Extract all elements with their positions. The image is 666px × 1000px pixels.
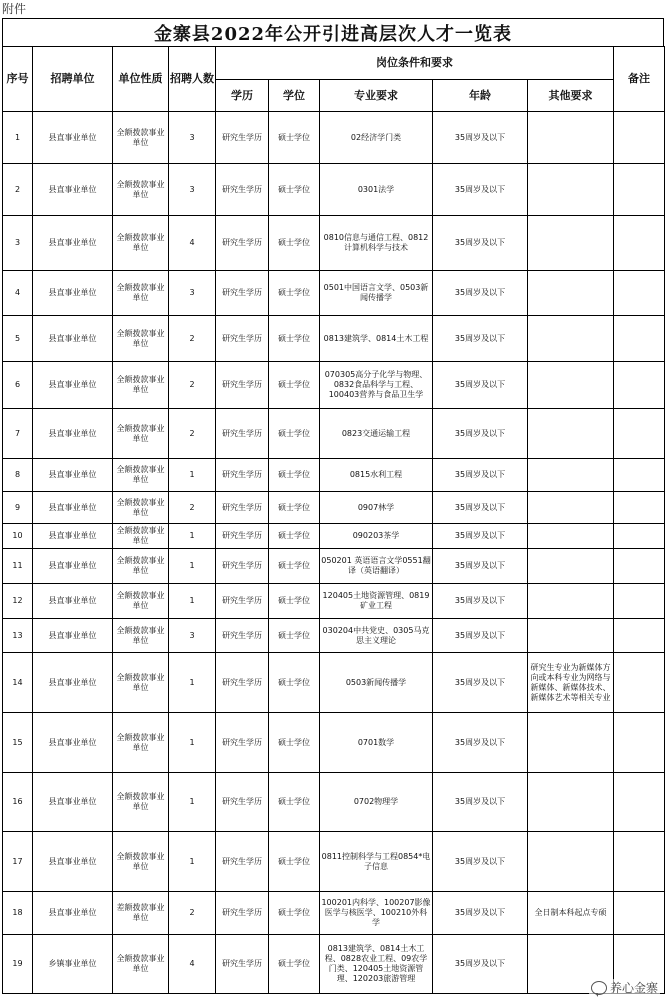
cell-other bbox=[528, 549, 614, 584]
cell-unit: 县直事业单位 bbox=[33, 316, 113, 362]
cell-other bbox=[528, 619, 614, 653]
table-row bbox=[3, 524, 665, 549]
cell-nature: 全额拨款事业单位 bbox=[113, 935, 169, 994]
cell-seq: 7 bbox=[3, 409, 33, 459]
cell-unit: 县直事业单位 bbox=[33, 164, 113, 216]
cell-unit: 县直事业单位 bbox=[33, 271, 113, 316]
cell-major: 0701数学 bbox=[320, 713, 433, 773]
table-row bbox=[3, 164, 665, 216]
cell-degree: 硕士学位 bbox=[269, 832, 320, 892]
cell-remark bbox=[614, 112, 665, 164]
cell-unit: 县直事业单位 bbox=[33, 409, 113, 459]
cell-age: 35周岁及以下 bbox=[433, 935, 528, 994]
table-row bbox=[3, 892, 665, 935]
page-title: 金寨县2022年公开引进高层次人才一览表 bbox=[153, 24, 513, 45]
cell-major: 02经济学门类 bbox=[320, 112, 433, 164]
cell-nature: 全额拨款事业单位 bbox=[113, 713, 169, 773]
cell-unit: 县直事业单位 bbox=[33, 584, 113, 619]
cell-remark bbox=[614, 362, 665, 409]
cell-education: 研究生学历 bbox=[216, 892, 269, 935]
talent-table bbox=[2, 46, 665, 994]
cell-age: 35周岁及以下 bbox=[433, 459, 528, 492]
cell-major: 0907林学 bbox=[320, 492, 433, 524]
cell-count: 2 bbox=[169, 316, 216, 362]
cell-remark bbox=[614, 409, 665, 459]
table-row bbox=[3, 935, 665, 994]
cell-remark bbox=[614, 271, 665, 316]
watermark bbox=[589, 979, 660, 996]
table-row bbox=[3, 409, 665, 459]
cell-other bbox=[528, 112, 614, 164]
cell-count: 2 bbox=[169, 409, 216, 459]
cell-seq: 4 bbox=[3, 271, 33, 316]
cell-seq: 18 bbox=[3, 892, 33, 935]
cell-count: 3 bbox=[169, 619, 216, 653]
cell-count: 1 bbox=[169, 549, 216, 584]
cell-age: 35周岁及以下 bbox=[433, 584, 528, 619]
cell-unit: 县直事业单位 bbox=[33, 773, 113, 832]
cell-age: 35周岁及以下 bbox=[433, 164, 528, 216]
cell-other bbox=[528, 524, 614, 549]
cell-age: 35周岁及以下 bbox=[433, 832, 528, 892]
cell-age: 35周岁及以下 bbox=[433, 492, 528, 524]
cell-seq: 2 bbox=[3, 164, 33, 216]
cell-seq: 1 bbox=[3, 112, 33, 164]
cell-remark bbox=[614, 164, 665, 216]
table-row bbox=[3, 112, 665, 164]
cell-education: 研究生学历 bbox=[216, 619, 269, 653]
cell-unit: 县直事业单位 bbox=[33, 892, 113, 935]
cell-nature: 全额拨款事业单位 bbox=[113, 619, 169, 653]
cell-count: 1 bbox=[169, 773, 216, 832]
table-row bbox=[3, 653, 665, 713]
cell-seq: 16 bbox=[3, 773, 33, 832]
cell-remark bbox=[614, 459, 665, 492]
cell-education: 研究生学历 bbox=[216, 112, 269, 164]
cell-degree: 硕士学位 bbox=[269, 459, 320, 492]
cell-count: 3 bbox=[169, 271, 216, 316]
cell-unit: 县直事业单位 bbox=[33, 713, 113, 773]
cell-nature: 全额拨款事业单位 bbox=[113, 316, 169, 362]
cell-education: 研究生学历 bbox=[216, 271, 269, 316]
cell-age: 35周岁及以下 bbox=[433, 216, 528, 271]
cell-unit: 县直事业单位 bbox=[33, 832, 113, 892]
cell-degree: 硕士学位 bbox=[269, 713, 320, 773]
cell-major: 0813建筑学、0814土木工程、0828农业工程、09农学门类、120405土地资源管理、120203旅游管理 bbox=[320, 935, 433, 994]
cell-major: 0810信息与通信工程、0812计算机科学与技术 bbox=[320, 216, 433, 271]
header-age: 年龄 bbox=[433, 80, 528, 112]
cell-nature: 全额拨款事业单位 bbox=[113, 216, 169, 271]
cell-unit: 县直事业单位 bbox=[33, 112, 113, 164]
cell-education: 研究生学历 bbox=[216, 584, 269, 619]
cell-degree: 硕士学位 bbox=[269, 619, 320, 653]
cell-major: 0823交通运输工程 bbox=[320, 409, 433, 459]
table-row bbox=[3, 584, 665, 619]
cell-education: 研究生学历 bbox=[216, 409, 269, 459]
cell-count: 3 bbox=[169, 164, 216, 216]
cell-major: 0811控制科学与工程0854*电子信息 bbox=[320, 832, 433, 892]
cell-other bbox=[528, 216, 614, 271]
cell-age: 35周岁及以下 bbox=[433, 653, 528, 713]
cell-nature: 全额拨款事业单位 bbox=[113, 492, 169, 524]
cell-degree: 硕士学位 bbox=[269, 524, 320, 549]
cell-nature: 全额拨款事业单位 bbox=[113, 164, 169, 216]
cell-degree: 硕士学位 bbox=[269, 112, 320, 164]
cell-seq: 10 bbox=[3, 524, 33, 549]
cell-other bbox=[528, 164, 614, 216]
cell-unit: 县直事业单位 bbox=[33, 549, 113, 584]
cell-nature: 全额拨款事业单位 bbox=[113, 112, 169, 164]
cell-major: 0301法学 bbox=[320, 164, 433, 216]
cell-major: 030204中共党史、0305马克思主义理论 bbox=[320, 619, 433, 653]
cell-seq: 12 bbox=[3, 584, 33, 619]
cell-education: 研究生学历 bbox=[216, 653, 269, 713]
cell-unit: 县直事业单位 bbox=[33, 492, 113, 524]
cell-count: 3 bbox=[169, 112, 216, 164]
cell-count: 2 bbox=[169, 362, 216, 409]
watermark-text: 养心金寨 bbox=[609, 981, 658, 995]
cell-other bbox=[528, 832, 614, 892]
cell-seq: 6 bbox=[3, 362, 33, 409]
table-row bbox=[3, 316, 665, 362]
header-other: 其他要求 bbox=[528, 80, 614, 112]
cell-other bbox=[528, 584, 614, 619]
cell-count: 1 bbox=[169, 584, 216, 619]
table-row bbox=[3, 459, 665, 492]
cell-seq: 5 bbox=[3, 316, 33, 362]
cell-degree: 硕士学位 bbox=[269, 773, 320, 832]
cell-count: 2 bbox=[169, 492, 216, 524]
cell-nature: 全额拨款事业单位 bbox=[113, 584, 169, 619]
cell-seq: 17 bbox=[3, 832, 33, 892]
attachment-label: 附件 bbox=[2, 0, 664, 19]
cell-nature: 全额拨款事业单位 bbox=[113, 653, 169, 713]
cell-nature: 全额拨款事业单位 bbox=[113, 362, 169, 409]
cell-education: 研究生学历 bbox=[216, 832, 269, 892]
cell-seq: 15 bbox=[3, 713, 33, 773]
cell-nature: 全额拨款事业单位 bbox=[113, 549, 169, 584]
cell-nature: 全额拨款事业单位 bbox=[113, 271, 169, 316]
cell-seq: 14 bbox=[3, 653, 33, 713]
cell-other bbox=[528, 459, 614, 492]
cell-age: 35周岁及以下 bbox=[433, 409, 528, 459]
cell-remark bbox=[614, 216, 665, 271]
cell-major: 0813建筑学、0814土木工程 bbox=[320, 316, 433, 362]
cell-degree: 硕士学位 bbox=[269, 362, 320, 409]
cell-degree: 硕士学位 bbox=[269, 316, 320, 362]
header-remark: 备注 bbox=[614, 47, 665, 112]
cell-education: 研究生学历 bbox=[216, 549, 269, 584]
cell-major: 0702物理学 bbox=[320, 773, 433, 832]
cell-remark bbox=[614, 549, 665, 584]
cell-unit: 县直事业单位 bbox=[33, 216, 113, 271]
cell-other bbox=[528, 409, 614, 459]
header-count: 招聘人数 bbox=[169, 47, 216, 112]
cell-degree: 硕士学位 bbox=[269, 653, 320, 713]
cell-major: 0501中国语言文学、0503新闻传播学 bbox=[320, 271, 433, 316]
header-unit: 招聘单位 bbox=[33, 47, 113, 112]
cell-age: 35周岁及以下 bbox=[433, 316, 528, 362]
cell-unit: 县直事业单位 bbox=[33, 619, 113, 653]
table-row bbox=[3, 362, 665, 409]
cell-seq: 11 bbox=[3, 549, 33, 584]
table-row bbox=[3, 271, 665, 316]
cell-remark bbox=[614, 584, 665, 619]
header-degree: 学位 bbox=[269, 80, 320, 112]
cell-nature: 全额拨款事业单位 bbox=[113, 459, 169, 492]
cell-education: 研究生学历 bbox=[216, 713, 269, 773]
cell-age: 35周岁及以下 bbox=[433, 713, 528, 773]
cell-age: 35周岁及以下 bbox=[433, 773, 528, 832]
cell-degree: 硕士学位 bbox=[269, 892, 320, 935]
cell-degree: 硕士学位 bbox=[269, 216, 320, 271]
cell-count: 1 bbox=[169, 713, 216, 773]
cell-age: 35周岁及以下 bbox=[433, 524, 528, 549]
cell-major: 050201 英语语言文学0551翻译（英语翻译） bbox=[320, 549, 433, 584]
cell-degree: 硕士学位 bbox=[269, 492, 320, 524]
cell-count: 2 bbox=[169, 892, 216, 935]
cell-count: 4 bbox=[169, 216, 216, 271]
header-education: 学历 bbox=[216, 80, 269, 112]
cell-count: 4 bbox=[169, 935, 216, 994]
table-row bbox=[3, 216, 665, 271]
cell-count: 1 bbox=[169, 524, 216, 549]
cell-unit: 乡镇事业单位 bbox=[33, 935, 113, 994]
cell-count: 1 bbox=[169, 459, 216, 492]
cell-unit: 县直事业单位 bbox=[33, 524, 113, 549]
cell-seq: 19 bbox=[3, 935, 33, 994]
cell-education: 研究生学历 bbox=[216, 216, 269, 271]
cell-seq: 3 bbox=[3, 216, 33, 271]
cell-degree: 硕士学位 bbox=[269, 409, 320, 459]
cell-education: 研究生学历 bbox=[216, 316, 269, 362]
cell-unit: 县直事业单位 bbox=[33, 459, 113, 492]
cell-degree: 硕士学位 bbox=[269, 271, 320, 316]
cell-remark bbox=[614, 892, 665, 935]
cell-remark bbox=[614, 316, 665, 362]
cell-nature: 全额拨款事业单位 bbox=[113, 409, 169, 459]
cell-education: 研究生学历 bbox=[216, 459, 269, 492]
cell-other bbox=[528, 316, 614, 362]
cell-remark bbox=[614, 653, 665, 713]
cell-degree: 硕士学位 bbox=[269, 584, 320, 619]
header-seq: 序号 bbox=[3, 47, 33, 112]
cell-education: 研究生学历 bbox=[216, 935, 269, 994]
cell-other bbox=[528, 492, 614, 524]
cell-other bbox=[528, 362, 614, 409]
cell-unit: 县直事业单位 bbox=[33, 362, 113, 409]
cell-count: 1 bbox=[169, 653, 216, 713]
cell-age: 35周岁及以下 bbox=[433, 549, 528, 584]
table-row bbox=[3, 492, 665, 524]
wechat-icon bbox=[591, 981, 607, 995]
cell-nature: 差额拨款事业单位 bbox=[113, 892, 169, 935]
cell-remark bbox=[614, 492, 665, 524]
cell-degree: 硕士学位 bbox=[269, 549, 320, 584]
cell-education: 研究生学历 bbox=[216, 362, 269, 409]
cell-age: 35周岁及以下 bbox=[433, 271, 528, 316]
table-row bbox=[3, 773, 665, 832]
cell-age: 35周岁及以下 bbox=[433, 892, 528, 935]
cell-degree: 硕士学位 bbox=[269, 164, 320, 216]
cell-remark bbox=[614, 773, 665, 832]
cell-other: 全日制本科起点专硕 bbox=[528, 892, 614, 935]
cell-other: 研究生专业为新媒体方向或本科专业为网络与新媒体、新媒体技术、新媒体艺术等相关专业 bbox=[528, 653, 614, 713]
cell-unit: 县直事业单位 bbox=[33, 653, 113, 713]
cell-other bbox=[528, 713, 614, 773]
cell-other bbox=[528, 271, 614, 316]
cell-education: 研究生学历 bbox=[216, 773, 269, 832]
cell-remark bbox=[614, 832, 665, 892]
cell-nature: 全额拨款事业单位 bbox=[113, 524, 169, 549]
header-nature: 单位性质 bbox=[113, 47, 169, 112]
cell-remark bbox=[614, 713, 665, 773]
table-row bbox=[3, 619, 665, 653]
cell-education: 研究生学历 bbox=[216, 492, 269, 524]
cell-seq: 13 bbox=[3, 619, 33, 653]
cell-major: 0815水利工程 bbox=[320, 459, 433, 492]
cell-education: 研究生学历 bbox=[216, 164, 269, 216]
title-bar bbox=[2, 18, 664, 47]
cell-seq: 8 bbox=[3, 459, 33, 492]
cell-education: 研究生学历 bbox=[216, 524, 269, 549]
header-conditions: 岗位条件和要求 bbox=[216, 47, 614, 80]
cell-degree: 硕士学位 bbox=[269, 935, 320, 994]
table-row bbox=[3, 713, 665, 773]
header-major: 专业要求 bbox=[320, 80, 433, 112]
cell-nature: 全额拨款事业单位 bbox=[113, 773, 169, 832]
cell-major: 090203茶学 bbox=[320, 524, 433, 549]
cell-age: 35周岁及以下 bbox=[433, 619, 528, 653]
cell-count: 1 bbox=[169, 832, 216, 892]
cell-age: 35周岁及以下 bbox=[433, 112, 528, 164]
cell-nature: 全额拨款事业单位 bbox=[113, 832, 169, 892]
cell-major: 120405土地资源管理、0819 矿业工程 bbox=[320, 584, 433, 619]
table-row bbox=[3, 549, 665, 584]
cell-major: 0503新闻传播学 bbox=[320, 653, 433, 713]
cell-remark bbox=[614, 524, 665, 549]
cell-age: 35周岁及以下 bbox=[433, 362, 528, 409]
cell-major: 070305高分子化学与物理、0832食品科学与工程、100403营养与食品卫生学 bbox=[320, 362, 433, 409]
cell-other bbox=[528, 773, 614, 832]
table-row bbox=[3, 832, 665, 892]
cell-seq: 9 bbox=[3, 492, 33, 524]
cell-remark bbox=[614, 619, 665, 653]
cell-major: 100201内科学、100207影像医学与核医学、100210外科学 bbox=[320, 892, 433, 935]
